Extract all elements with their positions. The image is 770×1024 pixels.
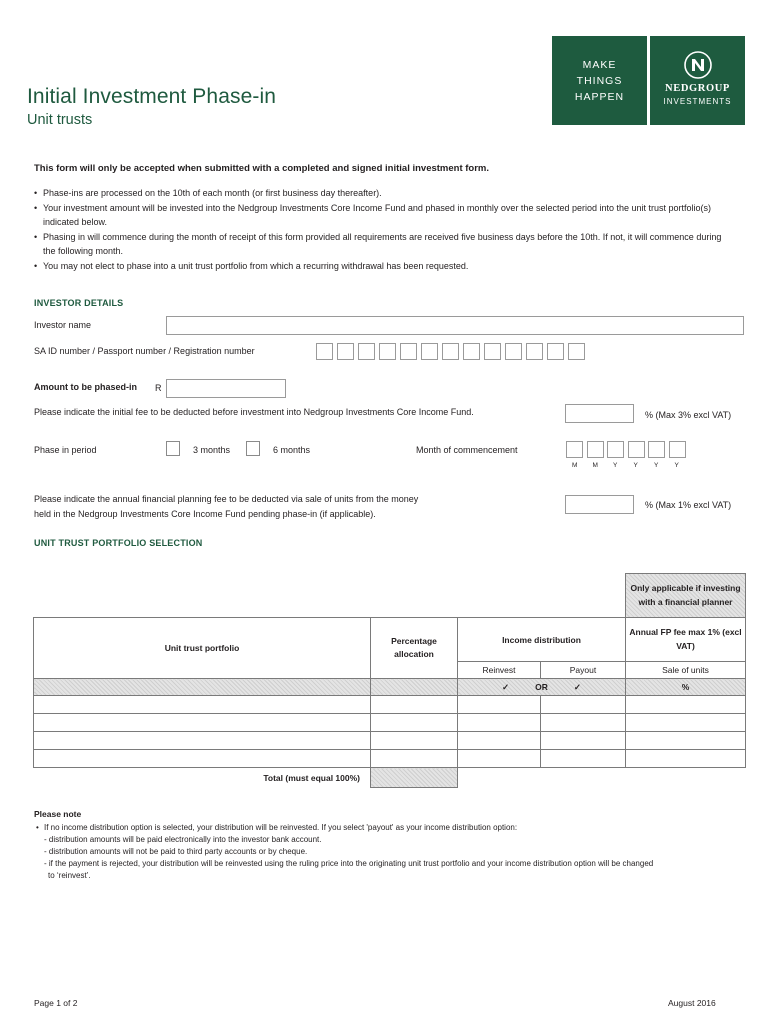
payout-col-header: Payout (541, 662, 626, 679)
date-digit-caption: Y (633, 462, 638, 469)
portfolio-cell[interactable] (34, 696, 371, 714)
check-icon: ✓ (502, 681, 510, 692)
reinvest-cell[interactable] (458, 750, 541, 768)
note-sub-item: - distribution amounts will not be paid to third party accounts or by cheque. (44, 847, 308, 856)
acceptance-statement: This form will only be accepted when submitted with a completed and signed initial investment form. (34, 163, 490, 174)
investor-name-label: Investor name (34, 320, 92, 330)
payout-cell[interactable] (541, 750, 626, 768)
portfolio-cell[interactable] (34, 732, 371, 750)
id-number-label: SA ID number / Passport number / Registration number (34, 346, 255, 356)
date-digit-cell[interactable] (587, 441, 604, 458)
id-number-cell[interactable] (568, 343, 585, 360)
initial-fee-label: Please indicate the initial fee to be deducted before investment into Nedgroup Investments Core Income Fund. (34, 407, 474, 417)
fee-cell[interactable] (626, 750, 746, 768)
payout-cell[interactable] (541, 714, 626, 732)
amount-field[interactable] (166, 379, 286, 398)
table-row (34, 732, 746, 750)
six-months-label: 6 months (273, 445, 311, 455)
six-months-checkbox[interactable] (246, 441, 260, 456)
fee-cell[interactable] (626, 732, 746, 750)
date-digit-caption: M (592, 462, 598, 469)
form-subtitle: Unit trusts (27, 112, 93, 128)
investor-details-heading: INVESTOR DETAILS (34, 298, 124, 308)
id-number-cell[interactable] (358, 343, 375, 360)
check-instruction (458, 679, 626, 696)
sale-of-units-header: Sale of units (626, 662, 746, 679)
percentage-col-header: Percentage allocation (371, 618, 458, 679)
or-label: OR (535, 681, 548, 692)
payout-cell[interactable] (541, 732, 626, 750)
annual-fee-suffix: % (Max 1% excl VAT) (645, 500, 732, 510)
form-date: August 2016 (668, 998, 716, 1008)
table-row (34, 714, 746, 732)
payout-cell[interactable] (541, 696, 626, 714)
income-col-header: Income distribution (458, 618, 626, 662)
portfolio-heading: UNIT TRUST PORTFOLIO SELECTION (34, 538, 203, 548)
portfolio-table (33, 573, 746, 788)
commencement-label: Month of commencement (416, 445, 518, 455)
percent-sign: % (626, 679, 746, 696)
id-number-cell[interactable] (400, 343, 417, 360)
nedgroup-logo-icon (683, 50, 713, 80)
fp-note-cell: Only applicable if investing with a financial planner (626, 574, 746, 618)
id-number-cell[interactable] (484, 343, 501, 360)
brand-subname: INVESTMENTS (663, 97, 732, 106)
note-sub-item: - if the payment is rejected, your distribution will be reinvested using the ruling price into the originating unit trust portfolio and your income distribution option will be changed (44, 859, 654, 868)
date-digit-cell[interactable] (628, 441, 645, 458)
reinvest-cell[interactable] (458, 714, 541, 732)
bullet-item: • Phasing in will commence during the month of receipt of this form provided all requirements are received five business days before the 10th. If not, it will commence during the following month. (34, 230, 734, 259)
id-number-cell[interactable] (379, 343, 396, 360)
annual-fee-line: Please indicate the annual financial planning fee to be deducted via sale of units from the money (34, 494, 419, 504)
id-number-cell[interactable] (442, 343, 459, 360)
fee-cell[interactable] (626, 714, 746, 732)
date-digit-cell[interactable] (566, 441, 583, 458)
tagline-line: THINGS (576, 74, 623, 87)
id-number-cell[interactable] (505, 343, 522, 360)
note-sub-item: to ‘reinvest’. (48, 871, 91, 880)
page-number: Page 1 of 2 (34, 998, 78, 1008)
three-months-checkbox[interactable] (166, 441, 180, 456)
date-digit-caption: M (572, 462, 578, 469)
percentage-cell[interactable] (371, 750, 458, 768)
portfolio-cell[interactable] (34, 714, 371, 732)
date-digit-caption: Y (613, 462, 618, 469)
investor-name-field[interactable] (166, 316, 744, 335)
total-row (34, 768, 746, 788)
please-note-heading: Please note (34, 809, 82, 819)
note-item: • If no income distribution option is selected, your distribution will be reinvested. If you select 'payout' as your income distribution option: (36, 822, 756, 834)
portfolio-col-header: Unit trust portfolio (34, 618, 371, 679)
portfolio-cell[interactable] (34, 750, 371, 768)
intro-bullet-list (34, 186, 734, 273)
fee-cell[interactable] (626, 696, 746, 714)
brand-name: NEDGROUP (665, 83, 730, 94)
reinvest-cell[interactable] (458, 696, 541, 714)
form-title: Initial Investment Phase-in (27, 85, 276, 108)
id-number-cell[interactable] (547, 343, 564, 360)
check-icon: ✓ (573, 681, 581, 692)
id-number-cell[interactable] (421, 343, 438, 360)
percentage-cell[interactable] (371, 714, 458, 732)
date-digit-cell[interactable] (607, 441, 624, 458)
bullet-item: • Phase-ins are processed on the 10th of each month (or first business day thereafter). (34, 186, 734, 201)
annual-fee-line: held in the Nedgroup Investments Core Income Fund pending phase-in (if applicable). (34, 509, 376, 519)
brand-tagline-box (552, 36, 647, 125)
percentage-cell[interactable] (371, 732, 458, 750)
id-number-cell[interactable] (337, 343, 354, 360)
instruction-row (34, 679, 746, 696)
date-digit-caption: Y (654, 462, 659, 469)
id-number-cell[interactable] (463, 343, 480, 360)
annual-fee-label (34, 492, 418, 522)
note-sub-item: - distribution amounts will be paid electronically into the investor bank account. (44, 835, 322, 844)
fee-col-header: Annual FP fee max 1% (excl VAT) (626, 618, 746, 662)
annual-fee-field[interactable] (565, 495, 634, 514)
reinvest-cell[interactable] (458, 732, 541, 750)
three-months-label: 3 months (193, 445, 231, 455)
total-percentage-cell[interactable] (371, 768, 458, 788)
date-digit-caption: Y (674, 462, 679, 469)
initial-fee-suffix: % (Max 3% excl VAT) (645, 410, 732, 420)
date-digit-cell[interactable] (648, 441, 665, 458)
percentage-cell[interactable] (371, 696, 458, 714)
tagline-line: HAPPEN (574, 90, 625, 103)
note-list (36, 822, 756, 882)
reinvest-col-header: Reinvest (458, 662, 541, 679)
id-number-cell[interactable] (526, 343, 543, 360)
bullet-item: • You may not elect to phase into a unit trust portfolio from which a recurring withdrawal has been requested. (34, 259, 734, 274)
table-row (34, 696, 746, 714)
tagline-line: MAKE (582, 58, 617, 71)
phase-period-label: Phase in period (34, 445, 97, 455)
table-row (34, 750, 746, 768)
id-number-cell[interactable] (316, 343, 333, 360)
currency-label: R (155, 383, 162, 393)
total-label: Total (must equal 100%) (263, 772, 360, 783)
bullet-item: • Your investment amount will be invested into the Nedgroup Investments Core Income Fund and phased in monthly over the selected period into the unit trust portfolio(s) indicated below. (34, 201, 734, 230)
brand-logo-box (650, 36, 745, 125)
initial-fee-field[interactable] (565, 404, 634, 423)
date-digit-cell[interactable] (669, 441, 686, 458)
amount-label: Amount to be phased-in (34, 382, 137, 392)
